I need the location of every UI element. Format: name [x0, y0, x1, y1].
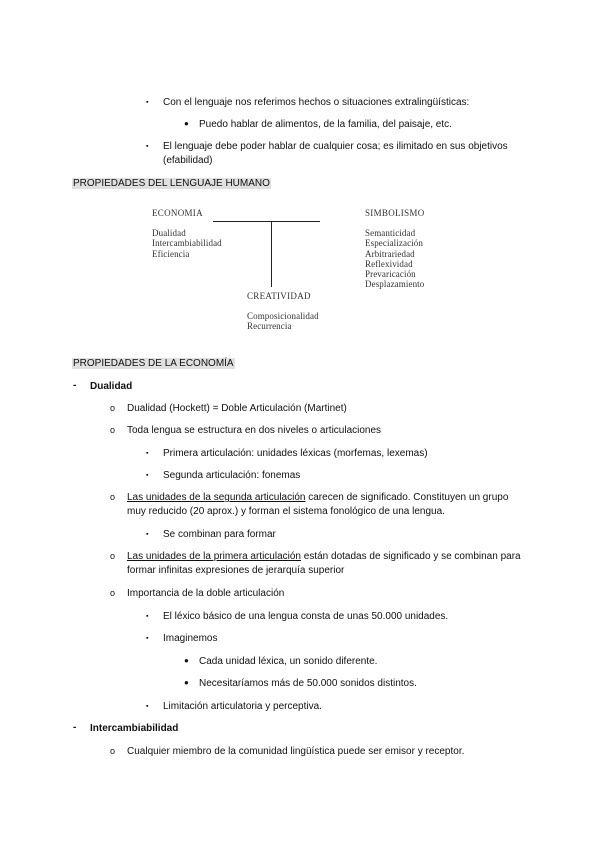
ring-bullet-icon: o	[110, 425, 116, 435]
text-line: Se combinan para formar	[163, 529, 276, 540]
text-line: (efabilidad)	[163, 155, 213, 166]
square-bullet-icon: ▪	[146, 143, 149, 150]
diagram-item: Recurrencia	[247, 321, 292, 332]
text-line: Primera articulación: unidades léxicas (morfemas, lexemas)	[163, 448, 428, 459]
ring-bullet-icon: o	[110, 492, 116, 502]
text-line: El lenguaje debe poder hablar de cualquier cosa; es ilimitado en sus objetivos	[163, 141, 508, 152]
text-line: Cualquier miembro de la comunidad lingüística puede ser emisor y receptor.	[127, 746, 465, 757]
dot-bullet-icon: ●	[184, 119, 189, 128]
text-line: Segunda articulación: fonemas	[163, 470, 301, 481]
diagram-economia-title: ECONOMIA	[152, 208, 203, 218]
diagram-item: Reflexividad	[365, 258, 413, 269]
ring-bullet-icon: o	[110, 746, 116, 756]
diagram-item: Prevaricación	[365, 269, 416, 280]
diagram-item: Especialización	[365, 238, 423, 249]
ring-bullet-icon: o	[110, 403, 116, 413]
text-fragment: están dotadas de significado y se combinan para	[301, 551, 521, 562]
square-bullet-icon: ▪	[146, 99, 149, 106]
diagram-simbolismo-title: SIMBOLISMO	[365, 208, 425, 218]
text-line: Con el lenguaje nos referimos hechos o situaciones extralingüísticas:	[163, 97, 470, 108]
diagram-item: Composicionalidad	[247, 311, 319, 321]
diagram-item: Arbitrariedad	[365, 248, 415, 259]
square-bullet-icon: ▪	[146, 613, 149, 620]
underlined-phrase: Las unidades de la segunda articulación	[127, 492, 306, 503]
text-line: Necesitaríamos más de 50.000 sonidos distintos.	[199, 678, 417, 689]
text-line: Imaginemos	[163, 633, 218, 644]
dot-bullet-icon: ●	[184, 678, 189, 687]
diagram-item: Semanticidad	[365, 228, 416, 238]
section-heading: PROPIEDADES DE LA ECONOMÍA	[73, 358, 234, 369]
underlined-phrase: Las unidades de la primera articulación	[127, 551, 301, 562]
diagram-vertical-connector	[271, 221, 272, 287]
diagram-economia-list	[152, 228, 222, 259]
dot-bullet-icon: ●	[184, 656, 189, 665]
diagram-item: Eficiencia	[152, 248, 190, 259]
ring-bullet-icon: o	[110, 588, 116, 598]
square-bullet-icon: ▪	[146, 472, 149, 479]
square-bullet-icon: ▪	[146, 450, 149, 457]
text-line: muy reducido (20 aprox.) y forman el sistema fonológico de una lengua.	[127, 506, 445, 517]
square-bullet-icon: ▪	[146, 635, 149, 642]
subsection-title: Dualidad	[90, 381, 133, 392]
diagram-horizontal-connector	[213, 221, 320, 222]
text-fragment: carecen de significado. Constituyen un grupo	[305, 492, 509, 503]
dash-bullet-icon: -	[73, 722, 77, 733]
text-line: Puedo hablar de alimentos, de la familia, del paisaje, etc.	[199, 119, 452, 130]
diagram-item: Intercambiabilidad	[152, 238, 222, 249]
text-line: Importancia de la doble articulación	[127, 588, 285, 599]
diagram-creatividad-title: CREATIVIDAD	[247, 291, 311, 301]
dash-bullet-icon: -	[73, 380, 77, 391]
square-bullet-icon: ▪	[146, 531, 149, 538]
text-line: Cada unidad léxica, un sonido diferente.	[199, 656, 378, 667]
diagram-simbolismo-list	[365, 228, 424, 290]
text-line: El léxico básico de una lengua consta de unas 50.000 unidades.	[163, 611, 449, 622]
text-line: Dualidad (Hockett) = Doble Articulación (Martinet)	[127, 403, 347, 414]
text-line: Toda lengua se estructura en dos niveles o articulaciones	[127, 425, 382, 436]
diagram-creatividad-list	[247, 311, 319, 332]
text-line: formar infinitas expresiones de jerarquía superior	[127, 565, 345, 576]
diagram-item: Desplazamiento	[365, 279, 425, 290]
square-bullet-icon: ▪	[146, 703, 149, 710]
diagram-item: Dualidad	[152, 228, 186, 238]
section-heading: PROPIEDADES DEL LENGUAJE HUMANO	[73, 178, 270, 189]
ring-bullet-icon: o	[110, 551, 116, 561]
text-line: Limitación articulatoria y perceptiva.	[163, 701, 322, 712]
subsection-title: Intercambiabilidad	[90, 723, 179, 734]
